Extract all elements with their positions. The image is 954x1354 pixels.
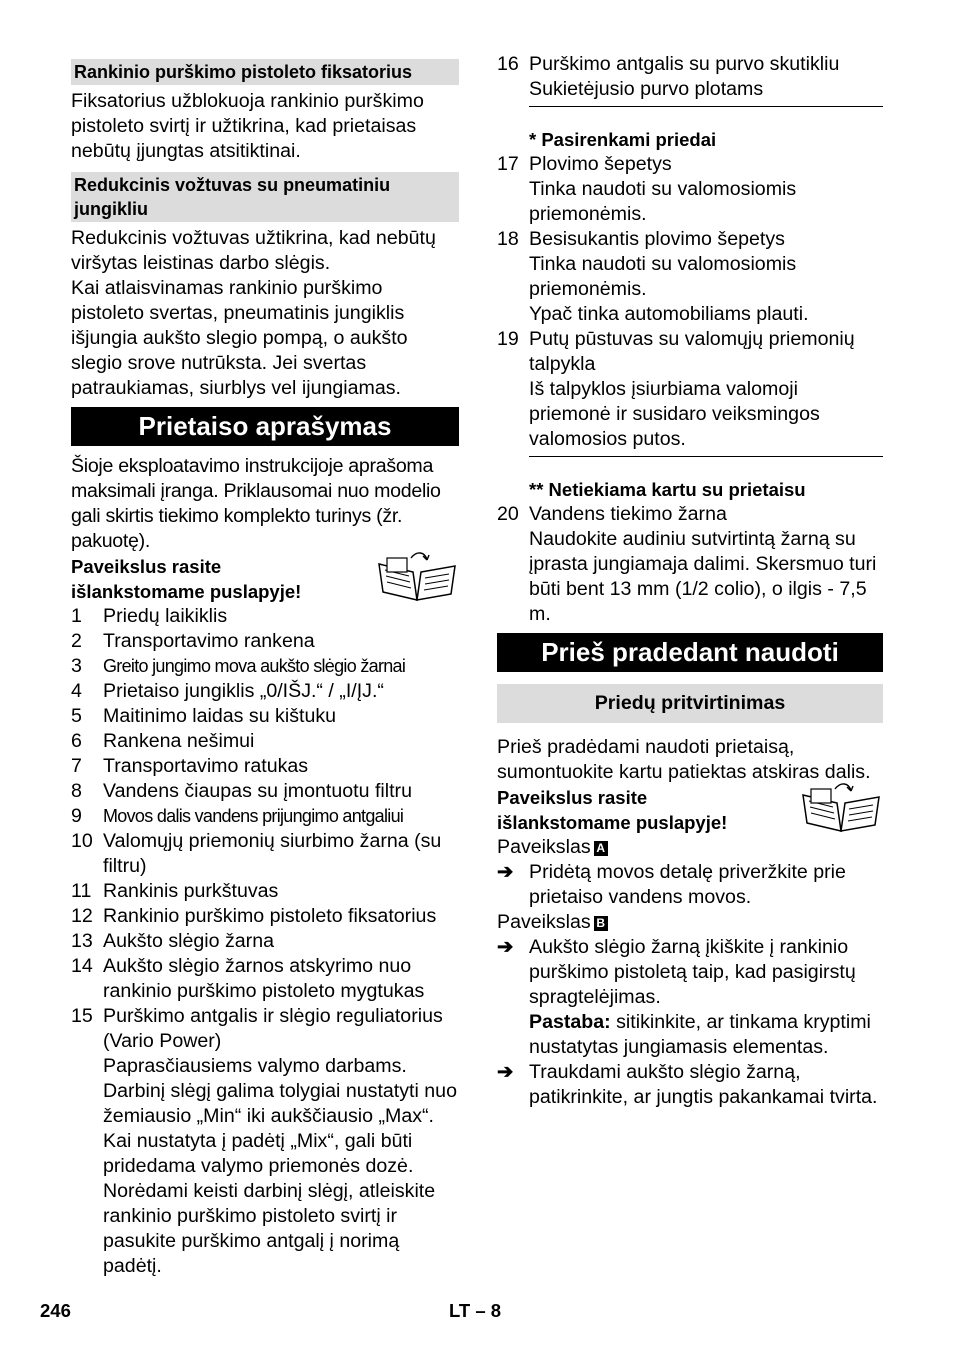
section-title-device-description: Prietaiso aprašymas — [71, 407, 459, 446]
list-item: 15 Purškimo antgalis ir slėgio reguliatorius (Vario Power) Paprasčiausiems valymo darbams. Darbinį slėgį galima tolygiai nustatyti nuo žemiausio „Min“ iki aukščiausio „Max“. Kai nustatyta į padėtį „Mix“, gali būti pridedama valymo priemonės dozė. Norėdami keisti darbinį slėgį, atleiskite rankinio purškimo pistoleto svirtį ir pasukite purškimo antgalį į norimą padėtį. — [71, 1005, 457, 1277]
list-item: 9 Movos dalis vandens prijungimo antgaliui — [71, 805, 404, 827]
foldout-book-icon — [797, 781, 883, 833]
list-item: 13 Aukšto slėgio žarna — [71, 930, 274, 952]
heading-trigger-lock: Rankinio purškimo pistoleto fiksatorius — [71, 59, 459, 85]
list-item: 16 Purškimo antgalis su purvo skutikliu Sukietėjusio purvo plotams — [497, 53, 840, 100]
list-item: 10 Valomųjų priemonių siurbimo žarna (su filtru) — [71, 830, 442, 877]
subsection-title-attach-accessories: Priedų pritvirtinimas — [497, 684, 883, 723]
paragraph-attach: Prieš pradėdami naudoti prietaisą, sumontuokite kartu patiektas atskiras dalis. — [497, 736, 871, 783]
right-column — [497, 52, 883, 1110]
list-item: 5 Maitinimo laidas su kištuku — [71, 705, 337, 727]
paragraph-valve-2: Kai atlaisvinamas rankinio purškimo pistoleto svertas, pneumatinis jungiklis išjungia aukšto slegio pompą, o aukšto slegio srove nutrūksta. Jei svertas patraukiamas, siurblys vel ijungiamas. — [71, 277, 408, 399]
list-item: 19 Putų pūstuvas su valomųjų priemonių talpykla Iš talpyklos įsiurbiama valomoji priemonė ir susidaro veiksmingos valomosios putos. — [497, 328, 855, 450]
item-15-paragraph-1: Paprasčiausiems valymo darbams. Darbinį slėgį galima tolygiai nustatyti nuo žemiausio „Min“ iki aukščiausio „Max“. Kai nustatyta į padėtį „Mix“, gali būti pridedama valymo priemonės dozė. — [103, 1055, 457, 1177]
list-item: 18 Besisukantis plovimo šepetys Tinka naudoti su valomosiomis priemonėmis. Ypač tinka automobiliams plauti. — [497, 228, 809, 325]
list-item: 1 Priedų laikiklis — [71, 605, 228, 627]
optional-accessories-heading: * Pasirenkami priedai — [529, 129, 717, 150]
list-item: 8 Vandens čiaupas su įmontuotu filtru — [71, 780, 412, 802]
note-label: Pastaba: — [529, 1011, 611, 1033]
list-item: 2 Transportavimo rankena — [71, 630, 315, 652]
list-item: 14 Aukšto slėgio žarnos atskyrimo nuo rankinio purškimo pistoleto mygtukas — [71, 955, 425, 1002]
language-page-ref: LT – 8 — [449, 1300, 502, 1321]
left-column — [71, 59, 459, 1279]
paragraph-trigger-lock: Fiksatorius užblokuoja rankinio purškimo pistoleto svirtį ir užtikrina, kad prietaisas nebūtų įjungtas atsitiktinai. — [71, 90, 424, 162]
arrow-right-icon: ➔ — [497, 936, 514, 958]
parts-list — [71, 604, 459, 1279]
list-item: 12 Rankinio purškimo pistoleto fiksatorius — [71, 905, 437, 927]
list-item: 6 Rankena nešimui — [71, 730, 255, 752]
item-15-title: Purškimo antgalis ir slėgio reguliatorius (Vario Power) — [103, 1005, 443, 1052]
heading-pressure-valve: Redukcinis vožtuvas su pneumatiniu jungikliu — [71, 172, 459, 222]
page-number: 246 — [40, 1300, 71, 1321]
list-item: 20 Vandens tiekimo žarna Naudokite audiniu sutvirtintą žarną su įprasta jungiamaja dalimi. Skersmuo turi būti bent 13 mm (1/2 colio), o ilgis - 7,5 m. — [497, 503, 877, 625]
foldout-book-icon — [373, 550, 459, 602]
figure-a-badge: A — [594, 841, 608, 856]
paragraph-valve-1: Redukcinis vožtuvas užtikrina, kad nebūtų viršytas leistinas darbo slėgis. — [71, 227, 436, 274]
figure-b-badge: B — [594, 916, 608, 931]
list-item: 7 Transportavimo ratukas — [71, 755, 309, 777]
divider-rule — [529, 456, 883, 477]
see-figures-row — [71, 554, 459, 604]
double-asterisk-icon: ** — [529, 479, 544, 500]
step-a: ➔ Pridėtą movos detalę priveržkite prie prietaiso vandens movos. — [497, 861, 846, 908]
step-b-1: ➔ Aukšto slėgio žarną įkiškite į rankinio purškimo pistoletą taip, kad pasigirstų spragtelėjimas. Pastaba: sitikinkite, ar tinkama kryptimi nustatytas jungiamasis elementas. — [497, 936, 871, 1058]
figure-b-label: Paveikslas B — [497, 910, 883, 935]
item-15-paragraph-2: Norėdami keisti darbinį slėgį, atleiskite rankinio purškimo pistoleto svirtį ir pasukite purškimo antgalį į norimą padėtį. — [103, 1180, 436, 1277]
figure-a-label: Paveikslas A — [497, 835, 883, 860]
section-title-before-use: Prieš pradedant naudoti — [497, 633, 883, 672]
list-item: 11 Rankinis purkštuvas — [71, 880, 279, 902]
see-figures-note: Paveikslus rasite išlankstomame puslapyje! — [71, 556, 302, 602]
arrow-right-icon: ➔ — [497, 1061, 514, 1083]
see-figures-note: Paveikslus rasite išlankstomame puslapyje! — [497, 787, 728, 833]
divider-rule — [529, 106, 883, 127]
asterisk-icon: * — [529, 129, 537, 150]
paragraph-description: Šioje eksploatavimo instrukcijoje aprašoma maksimali įranga. Priklausomai nuo modelio gali skirtis tiekimo komplekto turinys (žr. pakuotę). — [71, 455, 441, 552]
list-item: 3 Greito jungimo mova aukšto slėgio žarnai — [71, 655, 406, 677]
not-included-heading: ** Netiekiama kartu su prietaisu — [529, 479, 806, 500]
list-item: 17 Plovimo šepetys Tinka naudoti su valomosiomis priemonėmis. — [497, 153, 797, 225]
see-figures-row — [497, 785, 883, 835]
list-item: 4 Prietaiso jungiklis „0/IŠJ.“ / „I/ĮJ.“ — [71, 680, 384, 702]
arrow-right-icon: ➔ — [497, 861, 514, 883]
step-b-2: ➔ Traukdami aukšto slėgio žarną, patikrinkite, ar jungtis pakankamai tvirta. — [497, 1061, 878, 1108]
